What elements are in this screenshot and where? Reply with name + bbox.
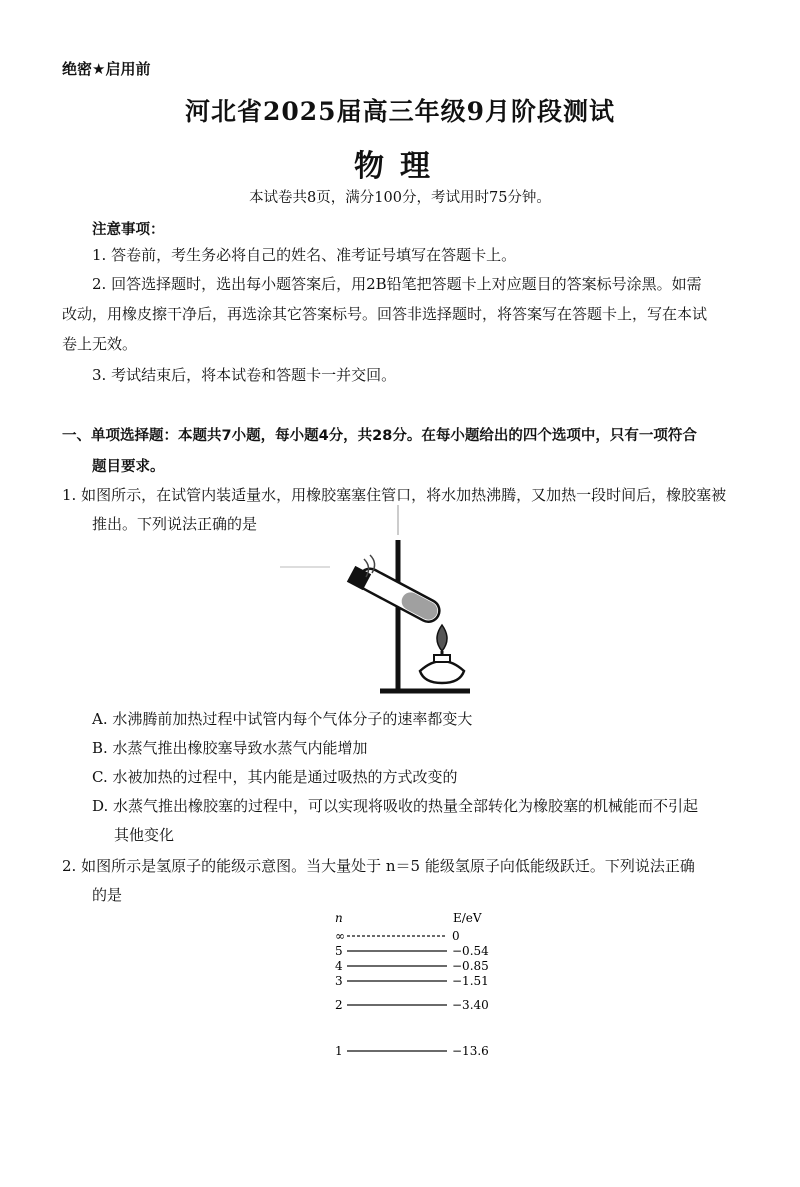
q2-stem-line-2: 的是 bbox=[92, 886, 123, 904]
notes-title: 注意事项： bbox=[92, 222, 165, 238]
q1-option-d-line-1: D. 水蒸气推出橡胶塞的过程中，可以实现将吸收的热量全部转化为橡胶塞的机械能而不引起 bbox=[92, 797, 699, 815]
exam-info: 本试卷共8页，满分100分，考试用时75分钟。 bbox=[249, 190, 551, 206]
test-tube-apparatus-figure bbox=[270, 505, 480, 700]
q1-option-b: B. 水蒸气推出橡胶塞导致水蒸气内能增加 bbox=[92, 739, 368, 757]
section-1-heading-cont: 题目要求。 bbox=[92, 459, 165, 475]
q1-stem-line-2: 推出。下列说法正确的是 bbox=[92, 515, 258, 533]
level-n-label: 2 bbox=[335, 998, 343, 1012]
subject-title: 物理 bbox=[354, 149, 446, 184]
lamp-neck bbox=[434, 655, 450, 662]
level-energy-label: −13.6 bbox=[452, 1044, 489, 1057]
section-1-heading: 一、单项选择题：本题共7小题，每小题4分，共28分。在每小题给出的四个选项中，只有一项符合 bbox=[62, 428, 697, 444]
energy-axis-label: E/eV bbox=[453, 911, 482, 925]
alcohol-lamp bbox=[420, 661, 464, 683]
level-n-label: ∞ bbox=[335, 929, 345, 943]
level-n-label: 1 bbox=[335, 1044, 343, 1057]
q1-stem-line-1: 1. 如图所示，在试管内装适量水，用橡胶塞塞住管口，将水加热沸腾，又加热一段时间后，橡胶塞被 bbox=[62, 486, 727, 504]
q1-option-a: A. 水沸腾前加热过程中试管内每个气体分子的速率都变大 bbox=[92, 710, 473, 728]
note-item-3: 3. 考试结束后，将本试卷和答题卡一并交回。 bbox=[92, 366, 397, 384]
level-n-label: 3 bbox=[335, 974, 343, 988]
q1-option-d-line-2: 其他变化 bbox=[114, 826, 175, 844]
level-energy-label: −0.54 bbox=[452, 944, 489, 958]
note-item-2-line-2: 改动，用橡皮擦干净后，再选涂其它答案标号。回答非选择题时，将答案写在答题卡上，写在本试 bbox=[62, 305, 708, 323]
note-item-1: 1. 答卷前，考生务必将自己的姓名、准考证号填写在答题卡上。 bbox=[92, 246, 517, 264]
exam-title: 河北省2025届高三年级9月阶段测试 bbox=[185, 97, 615, 126]
energy-level-diagram bbox=[325, 905, 525, 1057]
level-n-label: 5 bbox=[335, 944, 343, 958]
level-energy-label: −1.51 bbox=[452, 974, 489, 988]
n-axis-label: n bbox=[335, 911, 343, 925]
level-energy-label: −3.40 bbox=[452, 998, 489, 1012]
flame bbox=[437, 625, 447, 651]
confidential-mark: 绝密★启用前 bbox=[62, 60, 151, 78]
note-item-2-line-1: 2. 回答选择题时，选出每小题答案后，用2B铅笔把答题卡上对应题目的答案标号涂黑。如需 bbox=[92, 275, 702, 293]
q2-stem-line-1: 2. 如图所示是氢原子的能级示意图。当大量处于 n＝5 能级氢原子向低能级跃迁。下列说法正确 bbox=[62, 857, 695, 875]
level-energy-label: 0 bbox=[452, 929, 460, 943]
level-energy-label: −0.85 bbox=[452, 959, 489, 973]
note-item-2-line-3: 卷上无效。 bbox=[62, 335, 138, 353]
level-n-label: 4 bbox=[335, 959, 343, 973]
q1-option-c: C. 水被加热的过程中，其内能是通过吸热的方式改变的 bbox=[92, 768, 458, 786]
